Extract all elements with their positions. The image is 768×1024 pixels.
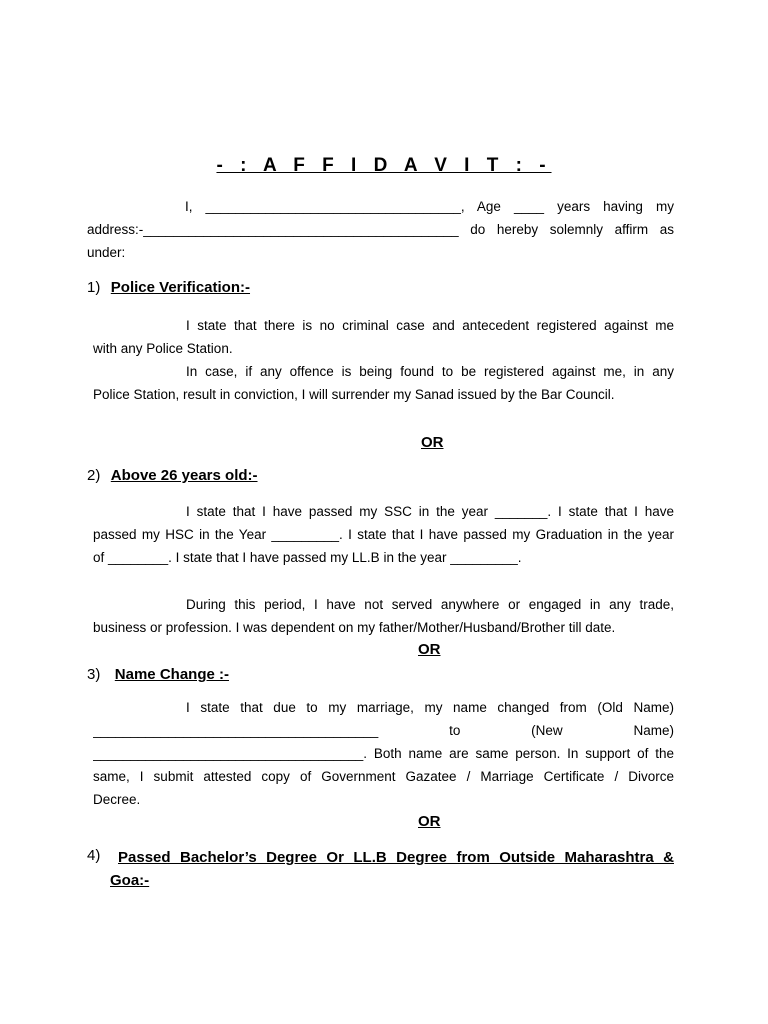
intro-line-3: under:: [87, 245, 126, 260]
document-title: - : A F F I D A V I T : -: [216, 155, 552, 176]
section-2-paragraph-1: [93, 500, 674, 569]
intro-line-2: address:-__________________________________________ do hereby solemnly affirm as: [87, 222, 674, 237]
section-2-p2-line-2: business or profession. I was dependent on my father/Mother/Husband/Brother till date.: [93, 620, 616, 635]
section-2-p2-line-1: During this period, I have not served anywhere or engaged in any trade,: [186, 597, 674, 612]
section-1-p1-line-1: I state that there is no criminal case and antecedent registered against me: [186, 318, 674, 333]
section-1-number: 1): [87, 279, 101, 296]
section-2-p1-line-2: passed my HSC in the Year _________. I state that I have passed my Graduation in the year: [93, 527, 674, 542]
section-3-line-5: Decree.: [93, 792, 141, 807]
section-1-heading: [87, 279, 250, 297]
section-1-p2-line-2: Police Station, result in conviction, I will surrender my Sanad issued by the Bar Council.: [93, 387, 615, 402]
section-4-title-line-1: Passed Bachelor’s Degree Or LL.B Degree from Outside Maharashtra &: [118, 849, 674, 866]
section-1-paragraph-2: [93, 360, 674, 406]
section-3-line-4: same, I submit attested copy of Government Gazatee / Marriage Certificate / Divorce: [93, 769, 674, 784]
section-1-title: Police Verification:-: [110, 279, 251, 296]
section-3-heading: [87, 666, 229, 684]
section-1-paragraph-1: [93, 314, 674, 360]
or-separator-3: OR: [418, 813, 441, 830]
section-4-title-line-2: Goa:-: [110, 872, 150, 889]
section-4-heading: [118, 846, 674, 870]
section-3-line-2: ______________________________________ to (New Name): [93, 723, 674, 738]
section-2-number: 2): [87, 467, 101, 484]
section-2-p1-line-1: I state that I have passed my SSC in the year _______. I state that I have: [186, 504, 674, 519]
section-1-p2-line-1: In case, if any offence is being found to be registered against me, in any: [186, 364, 674, 379]
or-separator-2: OR: [418, 641, 441, 658]
section-1-p1-line-2: with any Police Station.: [93, 341, 233, 356]
intro-line-1: I, __________________________________, Age ____ years having my: [185, 199, 674, 214]
or-separator-1: OR: [421, 434, 444, 451]
section-3-paragraph: [93, 696, 674, 811]
intro-paragraph: [87, 195, 674, 264]
section-2-heading: [87, 467, 258, 485]
section-3-number: 3): [87, 666, 101, 683]
section-3-line-1: I state that due to my marriage, my name changed from (Old Name): [186, 700, 674, 715]
section-2-p1-line-3: of ________. I state that I have passed my LL.B in the year _________.: [93, 550, 522, 565]
section-2-title: Above 26 years old:-: [110, 467, 258, 484]
section-2-paragraph-2: [93, 593, 674, 639]
section-3-title: Name Change :-: [114, 666, 229, 683]
section-3-line-3: ____________________________________. Both name are same person. In support of the: [93, 746, 674, 761]
section-4-number: 4): [87, 847, 101, 864]
